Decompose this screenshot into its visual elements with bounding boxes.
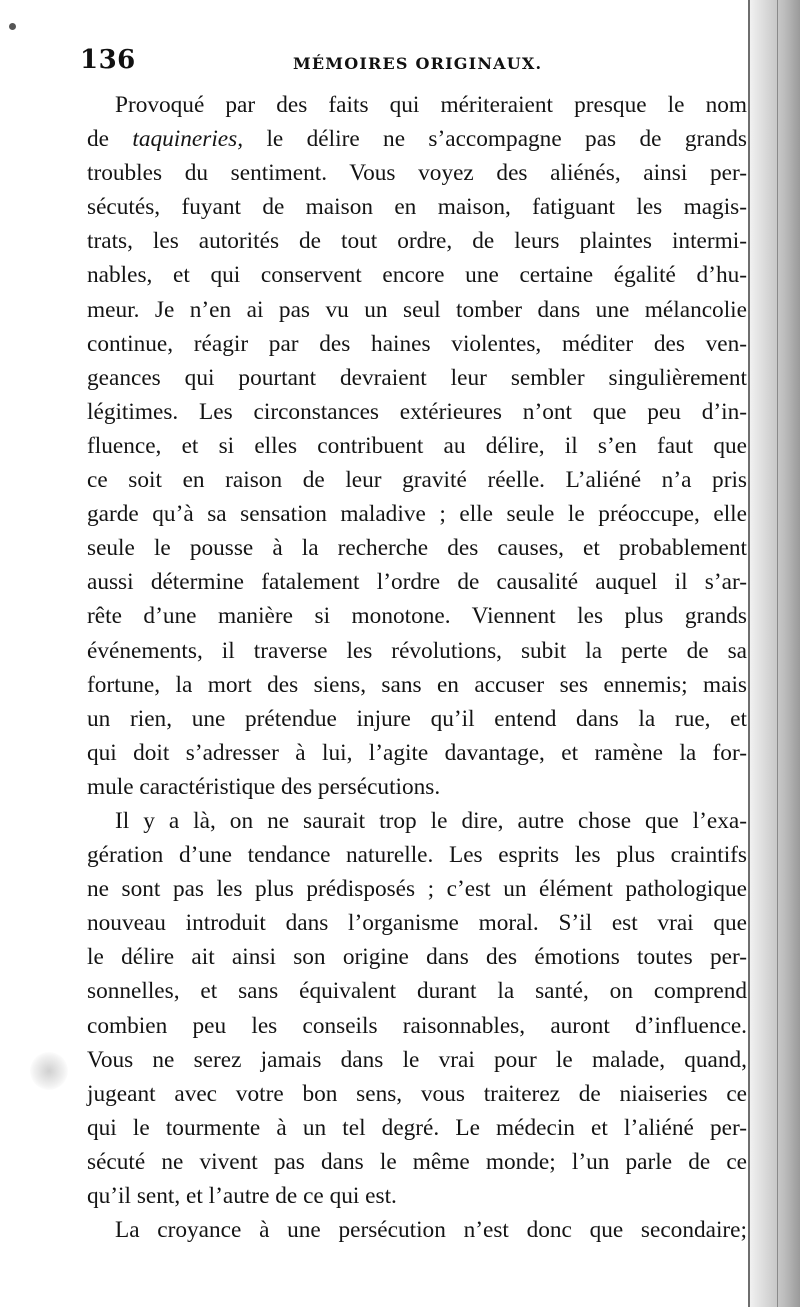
- page-edge-line-inner: [777, 0, 778, 1307]
- text-fragment: de: [87, 126, 109, 153]
- text-line: mule caractéristique des persécutions.: [87, 773, 441, 800]
- text-line: Il y a là, on ne saurait trop le dire, autre chose que l’exa-: [115, 807, 747, 834]
- text-line: qui doit s’adresser à lui, l’agite davantage, et ramène la for-: [87, 739, 747, 766]
- page-edge-shadow: [748, 0, 800, 1307]
- text-line: fortune, la mort des siens, sans en accuser ses ennemis; mais: [87, 671, 747, 698]
- paragraph: [87, 804, 747, 1213]
- text-line: troubles du sentiment. Vous voyez des aliénés, ainsi per-: [87, 160, 747, 187]
- text-line: qui le tourmente à un tel degré. Le médecin et l’aliéné per-: [87, 1114, 747, 1141]
- page-edge-line: [748, 0, 750, 1307]
- text-line: ne sont pas les plus prédisposés ; c’est un élément pathologique: [87, 876, 747, 903]
- paragraph: [87, 1213, 747, 1247]
- text-line: nables, et qui conservent encore une certaine égalité d’hu-: [87, 262, 747, 289]
- text-line: combien peu les conseils raisonnables, auront d’influence.: [87, 1012, 747, 1039]
- page-body: [87, 88, 747, 1247]
- text-line: gération d’une tendance naturelle. Les esprits les plus craintifs: [87, 842, 747, 869]
- paragraph: [87, 88, 747, 804]
- text-line: La croyance à une persécution n’est donc que secondaire;: [115, 1217, 747, 1244]
- binding-hole-mark: [9, 23, 16, 30]
- text-line: sécuté ne vivent pas dans le même monde; l’un parle de ce: [87, 1148, 747, 1175]
- text-line: seule le pousse à la recherche des causes, et probablement: [87, 535, 747, 562]
- text-line: fluence, et si elles contribuent au délire, il s’en faut que: [87, 432, 747, 459]
- text-line: qu’il sent, et l’autre de ce qui est.: [87, 1183, 397, 1209]
- italic-term: taquineries,: [132, 126, 244, 153]
- text-line: légitimes. Les circonstances extérieures n’ont que peu d’in-: [87, 398, 747, 425]
- text-line: ce soit en raison de leur gravité réelle. L’aliéné n’a pris: [87, 467, 747, 494]
- text-line: sécutés, fuyant de maison en maison, fatiguant les magis-: [87, 194, 747, 221]
- text-line: aussi détermine fatalement l’ordre de causalité auquel il s’ar-: [87, 569, 747, 596]
- text-line: rête d’une manière si monotone. Viennent les plus grands: [87, 603, 747, 630]
- running-head: MÉMOIRES ORIGINAUX.: [293, 54, 543, 73]
- text-line: meur. Je n’en ai pas vu un seul tomber dans une mélancolie: [87, 296, 747, 323]
- text-line-with-italic: [87, 122, 747, 156]
- text-line: un rien, une prétendue injure qu’il entend dans la rue, et: [87, 705, 747, 732]
- text-line: geances qui pourtant devraient leur sembler singulièrement: [87, 364, 747, 391]
- ink-smudge: [30, 1052, 68, 1090]
- page-number: 136: [80, 45, 136, 75]
- text-line: garde qu’à sa sensation maladive ; elle seule le préoccupe, elle: [87, 501, 747, 528]
- text-line: trats, les autorités de tout ordre, de leurs plaintes intermi-: [87, 228, 747, 255]
- text-line: continue, réagir par des haines violentes, méditer des ven-: [87, 330, 747, 357]
- text-line: Vous ne serez jamais dans le vrai pour le malade, quand,: [87, 1046, 747, 1073]
- text-line: Provoqué par des faits qui mériteraient presque le nom: [115, 92, 747, 118]
- text-line: nouveau introduit dans l’organisme moral. S’il est vrai que: [87, 910, 747, 937]
- text-line: jugeant avec votre bon sens, vous traiterez de niaiseries ce: [87, 1080, 747, 1107]
- page-header: [80, 45, 720, 85]
- text-line: événements, il traverse les révolutions, subit la perte de sa: [87, 637, 747, 664]
- text-fragment: le délire ne s’accompagne pas de grands: [266, 126, 747, 153]
- text-line: le délire ait ainsi son origine dans des émotions toutes per-: [87, 944, 747, 971]
- text-line: sonnelles, et sans équivalent durant la santé, on comprend: [87, 978, 747, 1005]
